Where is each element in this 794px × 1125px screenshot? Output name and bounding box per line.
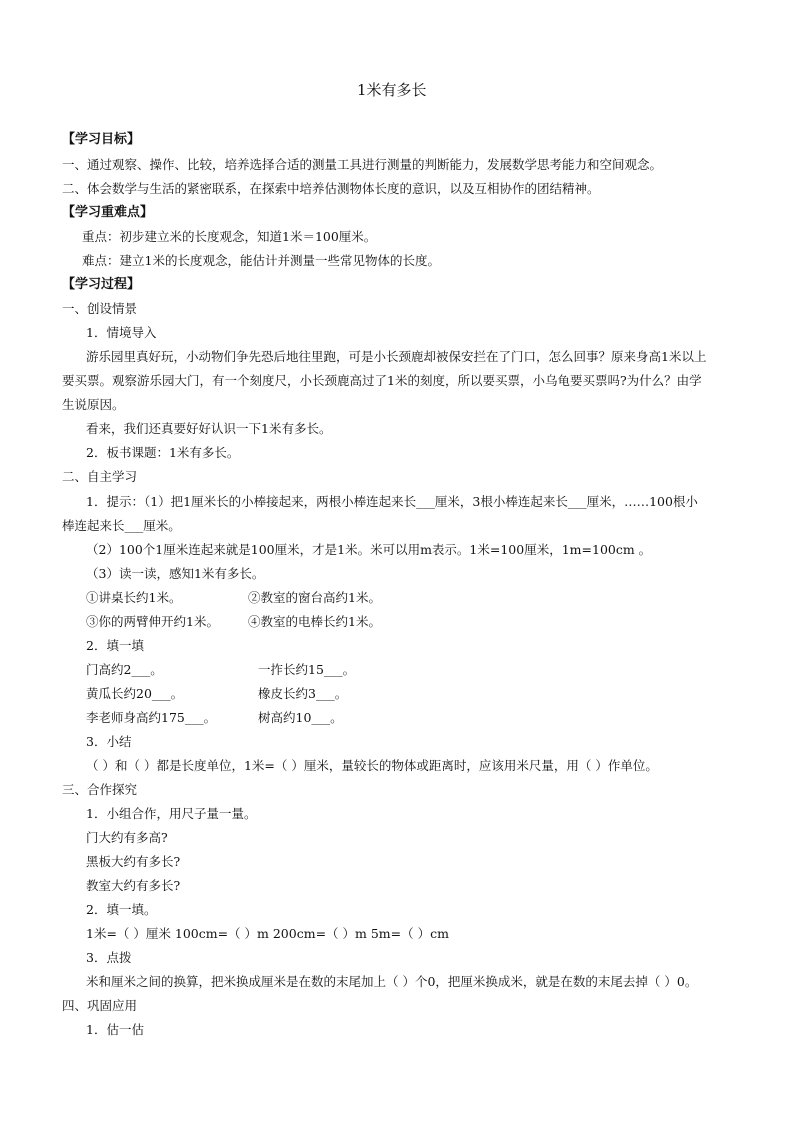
hint-text: 棒连起来长___厘米。 <box>62 518 181 533</box>
paragraph: 看来，我们还真要好好认识一下1米有多长。 <box>86 421 332 436</box>
subsection-title: 3．点拨 <box>86 950 132 965</box>
fill-item: 黄瓜长约20___。 <box>86 686 184 701</box>
key-points-heading: 【学习重难点】 <box>62 205 154 220</box>
summary-text: （ ）和（ ）都是长度单位，1米=（ ）厘米，量较长的物体或距离时，应该用米尺量，用（ ）作单位。 <box>86 758 658 773</box>
section-title: 四、巩固应用 <box>62 998 138 1013</box>
read-item: ④教室的电棒长约1米。 <box>248 614 381 629</box>
fill-item: 橡皮长约3___。 <box>258 686 348 701</box>
fill-text: 1米=（ ）厘米 100cm=（ ）m 200cm=（ ）m 5m=（ ）cm <box>86 926 449 941</box>
subsection-title: 1．估一估 <box>86 1022 144 1037</box>
paragraph: 游乐园里真好玩，小动物们争先恐后地往里跑，可是小长颈鹿却被保安拦在了门口，怎么回事？原来身高1米以上 <box>86 349 707 364</box>
subsection-title: 2．填一填 <box>86 638 144 653</box>
read-item: ①讲桌长约1米。 <box>86 590 182 605</box>
tip-text: 米和厘米之间的换算，把米换成厘米是在数的末尾加上（ ）个0，把厘米换成米，就是在数的末尾去掉（ ）0。 <box>86 974 698 989</box>
section-title: 一、创设情景 <box>62 301 138 316</box>
paragraph: 生说原因。 <box>62 397 125 412</box>
fill-item: 树高约10___。 <box>258 710 343 725</box>
subsection-title: 2．填一填。 <box>86 902 157 917</box>
hint-text: （2）100个1厘米连起来就是100厘米，才是1米。米可以用m表示。1米=100厘米，1m=100cm 。 <box>86 542 652 557</box>
hint-text: （3）读一读，感知1米有多长。 <box>86 566 265 581</box>
goal-item: 一、通过观察、操作、比较，培养选择合适的测量工具进行测量的判断能力，发展数学思考能力和空间观念。 <box>62 157 663 172</box>
process-heading: 【学习过程】 <box>62 277 141 292</box>
question: 门大约有多高? <box>86 830 168 845</box>
read-item: ②教室的窗台高约1米。 <box>248 590 381 605</box>
section-title: 二、自主学习 <box>62 469 138 484</box>
page-title: 1米有多长 <box>357 81 427 99</box>
goals-heading: 【学习目标】 <box>62 132 141 147</box>
section-title: 三、合作探究 <box>62 782 138 797</box>
subsection-title: 2．板书课题：1米有多长。 <box>86 445 240 460</box>
subsection-title: 3．小结 <box>86 734 132 749</box>
subsection-title: 1．情境导入 <box>86 325 157 340</box>
fill-item: 一拃长约15___。 <box>258 662 356 677</box>
key-point: 重点：初步建立米的长度观念，知道1米＝100厘米。 <box>82 229 377 244</box>
goal-item: 二、体会数学与生活的紧密联系，在探索中培养估测物体长度的意识，以及互相协作的团结精神。 <box>62 181 600 196</box>
paragraph: 要买票。观察游乐园大门，有一个刻度尺，小长颈鹿高过了1米的刻度，所以要买票，小乌龟要买票吗?为什么？由学 <box>62 373 702 388</box>
difficult-point: 难点：建立1米的长度观念，能估计并测量一些常见物体的长度。 <box>82 253 440 268</box>
fill-item: 李老师身高约175___。 <box>86 710 217 725</box>
subsection-title: 1．小组合作，用尺子量一量。 <box>86 806 257 821</box>
question: 黑板大约有多长? <box>86 854 181 869</box>
question: 教室大约有多长? <box>86 878 181 893</box>
fill-item: 门高约2___。 <box>86 662 163 677</box>
read-item: ③你的两臂伸开约1米。 <box>86 614 219 629</box>
hint-text: 1．提示：（1）把1厘米长的小棒接起来，两根小棒连起来长___厘米，3根小棒连起来长___厘米，……100根小 <box>86 494 698 509</box>
